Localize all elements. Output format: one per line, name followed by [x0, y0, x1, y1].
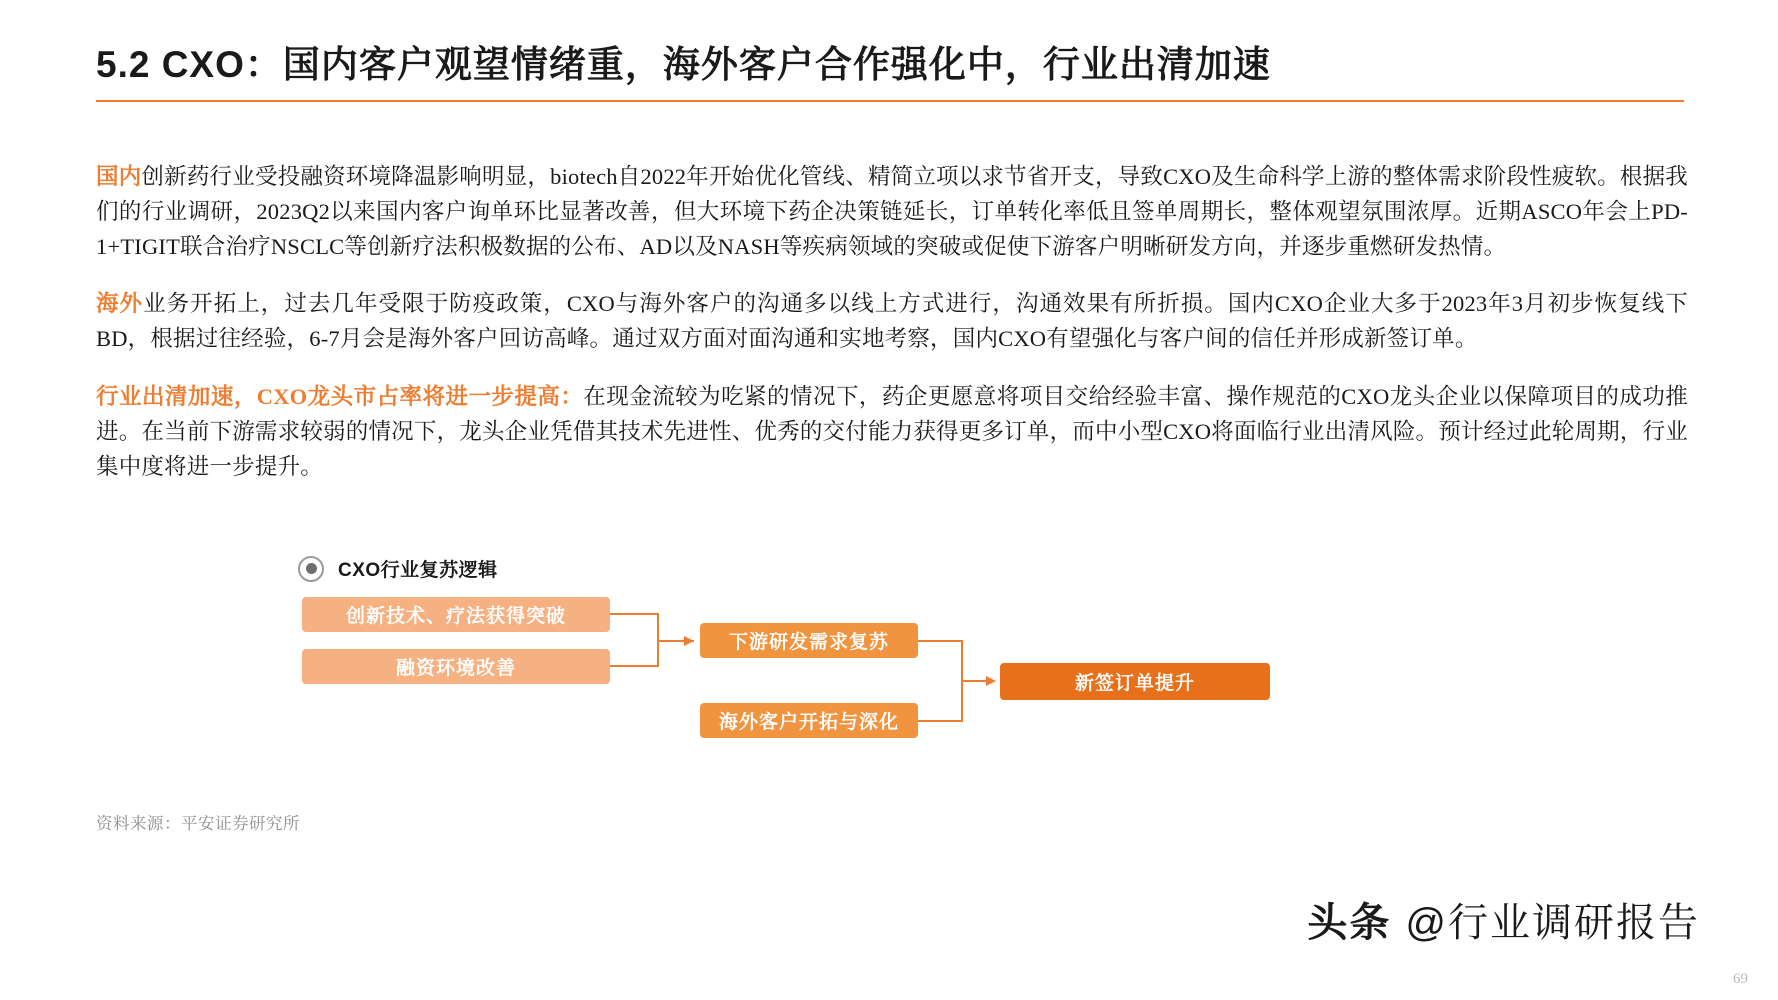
diagram-node-innovation: 创新技术、疗法获得突破 [302, 597, 610, 632]
diagram-node-overseas-clients: 海外客户开拓与深化 [700, 703, 918, 738]
cxo-recovery-diagram [290, 545, 1300, 770]
watermark [1307, 891, 1700, 948]
title-block [96, 40, 1686, 102]
paragraph-lead-consolidation: 行业出清加速，CXO龙头市占率将进一步提高： [96, 383, 584, 409]
watermark-logo: 头条 [1307, 901, 1392, 945]
diagram-node-new-orders: 新签订单提升 [1000, 663, 1270, 700]
page-title: 5.2 CXO：国内客户观望情绪重，海外客户合作强化中，行业出清加速 [96, 44, 1271, 85]
paragraph-text-overseas: 业务开拓上，过去几年受限于防疫政策，CXO与海外客户的沟通多以线上方式进行，沟通效果有所折损。国内CXO企业大多于2023年3月初步恢复线下BD，根据过往经验，6-7月会是海外客户回访高峰。通过双方面对面沟通和实地考察，国内CXO有望强化与客户间的信任并形成新签订单。 [96, 291, 1689, 351]
diagram-node-downstream-demand: 下游研发需求复苏 [700, 623, 918, 658]
diagram-title: CXO行业复苏逻辑 [338, 560, 498, 581]
title-divider [96, 100, 1684, 102]
source-note: 资料来源：平安证券研究所 [96, 814, 300, 833]
paragraph-consolidation [96, 379, 1688, 484]
diagram-header [298, 555, 498, 582]
paragraph-text-consolidation: 在现金流较为吃紧的情况下，药企更愿意将项目交给经验丰富、操作规范的CXO龙头企业以保障项目的成功推进。在当前下游需求较弱的情况下，龙头企业凭借其技术先进性、优秀的交付能力获得更多订单，而中小型CXO将面临行业出清风险。预计经过此轮周期，行业集中度将进一步提升。 [96, 383, 1688, 479]
page-number: 69 [1733, 971, 1748, 987]
diagram-node-financing: 融资环境改善 [302, 649, 610, 684]
paragraph-lead-domestic: 国内 [96, 163, 142, 189]
circle-dot-icon [298, 556, 324, 582]
paragraph-overseas [96, 286, 1688, 356]
paragraph-domestic [96, 159, 1688, 264]
paragraph-text-domestic: 创新药行业受投融资环境降温影响明显，biotech自2022年开始优化管线、精简立项以求节省开支，导致CXO及生命科学上游的整体需求阶段性疲软。根据我们的行业调研，2023Q2以来国内客户询单环比显著改善，但大环境下药企决策链延长，订单转化率低且签单周期长，整体观望氛围浓厚。近期ASCO年会上PD-1+TIGIT联合治疗NSCLC等创新疗法积极数据的公布、AD以及NASH等疾病领域的突破或促使下游客户明晰研发方向，并逐步重燃研发热情。 [96, 163, 1689, 259]
body-content [96, 136, 1688, 500]
watermark-text: @行业调研报告 [1405, 901, 1700, 945]
paragraph-lead-overseas: 海外 [96, 291, 144, 316]
